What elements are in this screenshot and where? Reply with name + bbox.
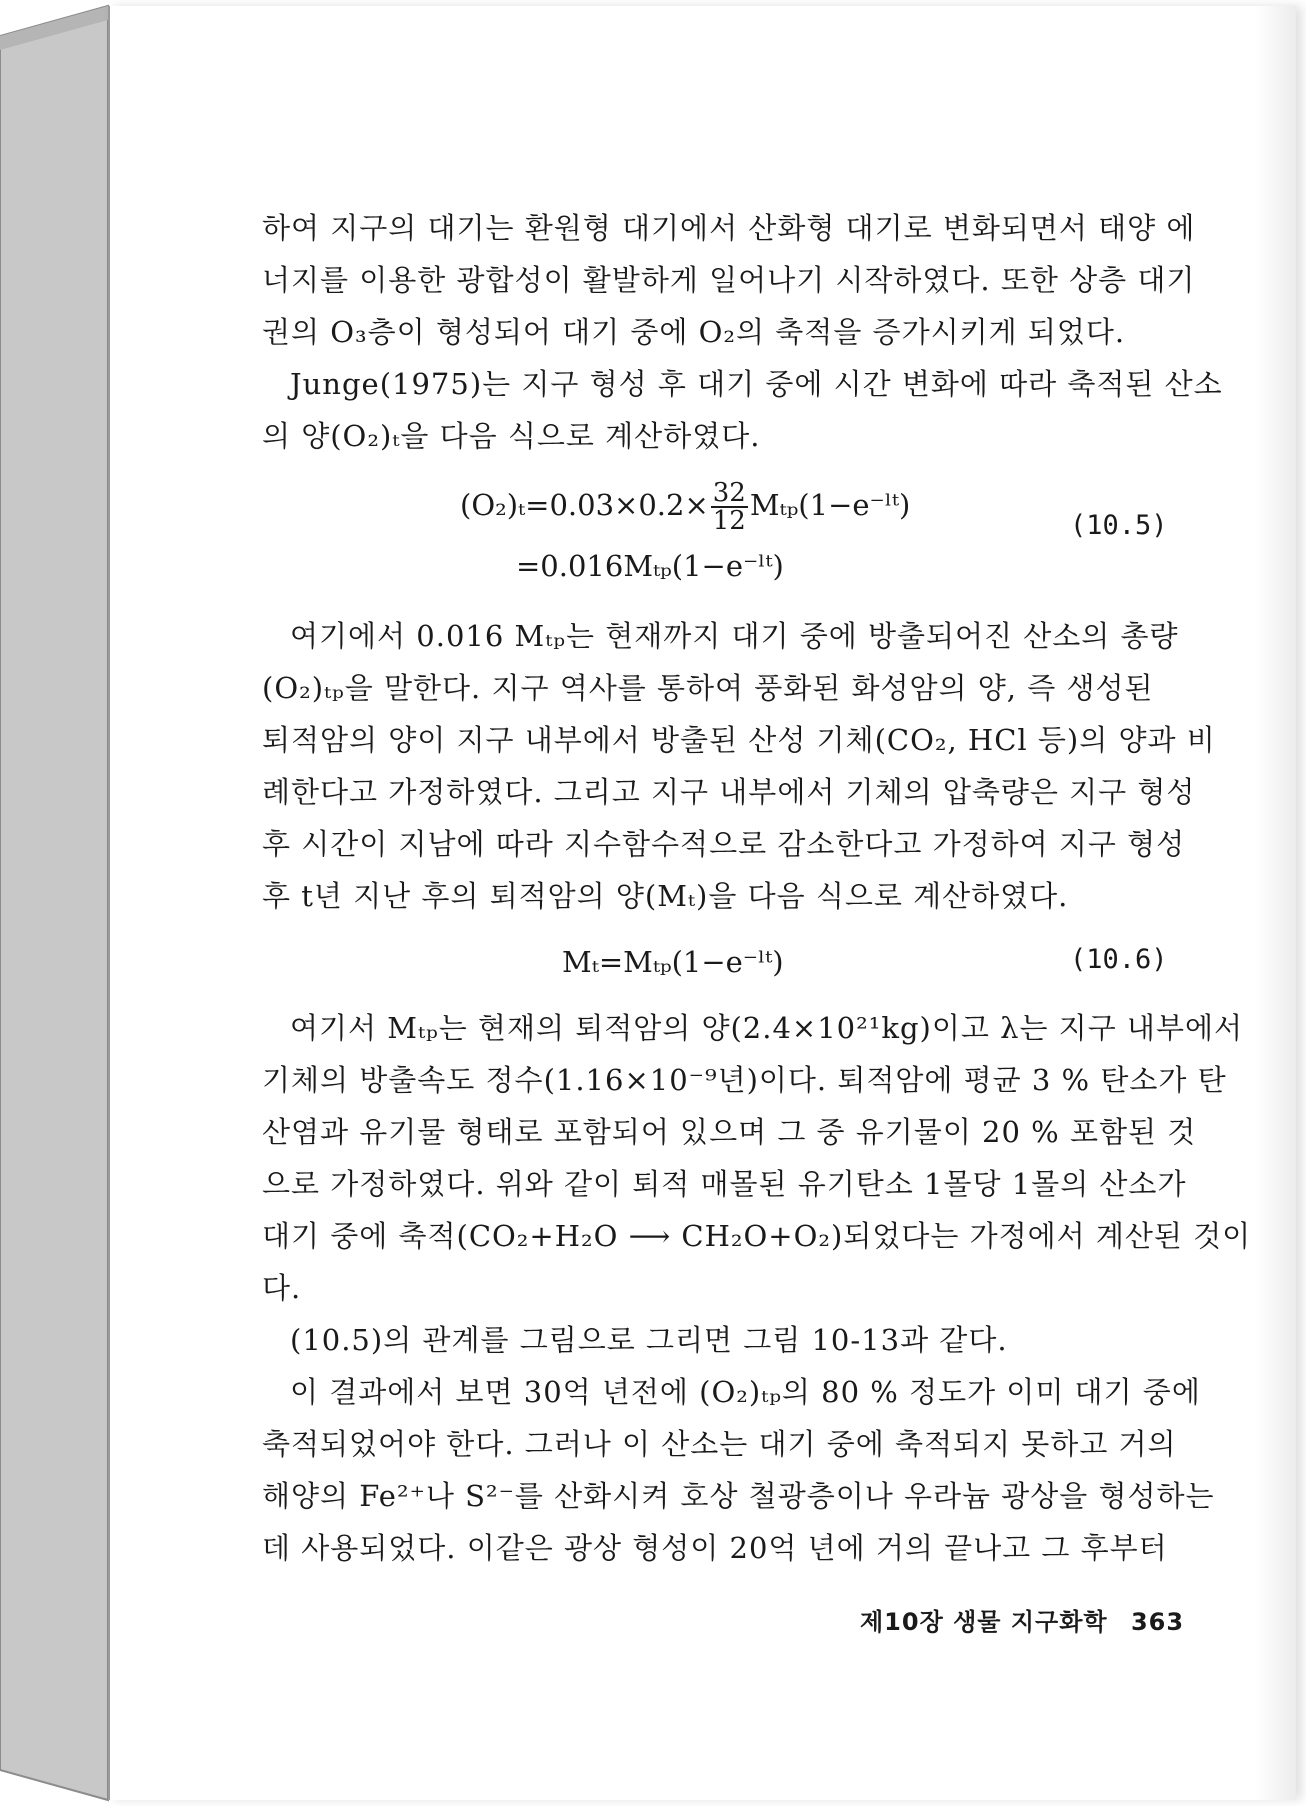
- chapter-title: 제10장 생물 지구화학: [860, 1608, 1108, 1636]
- equation-fraction: [711, 480, 748, 534]
- text-line: 산염과 유기물 형태로 포함되어 있으며 그 중 유기물이 20 % 포함된 것: [262, 1115, 1197, 1149]
- page-edge-shade: [1256, 6, 1296, 1800]
- text-line: 후 시간이 지남에 따라 지수함수적으로 감소한다고 가정하여 지구 형성: [262, 827, 1186, 861]
- fraction-numerator: 32: [712, 478, 746, 508]
- fraction-denominator: 12: [712, 506, 746, 536]
- equation-10-5-lhs: (O₂)ₜ=0.03×0.2×: [460, 488, 709, 522]
- text-line: 다.: [262, 1271, 302, 1305]
- text-line: (10.5)의 관계를 그림으로 그리면 그림 10-13과 같다.: [290, 1323, 1008, 1357]
- page-footer: [860, 1602, 1184, 1637]
- text-line: 후 t년 지난 후의 퇴적암의 양(Mₜ)을 다음 식으로 계산하였다.: [262, 879, 1069, 913]
- text-line: 하여 지구의 대기는 환원형 대기에서 산화형 대기로 변화되면서 태양 에: [262, 211, 1196, 245]
- text-line: (O₂)ₜₚ을 말한다. 지구 역사를 통하여 풍화된 화성암의 양, 즉 생성된: [262, 671, 1154, 705]
- text-line: 해양의 Fe²⁺나 S²⁻를 산화시켜 호상 철광층이나 우라늄 광상을 형성하는: [262, 1479, 1215, 1513]
- text-line: 으로 가정하였다. 위와 같이 퇴적 매몰된 유기탄소 1몰당 1몰의 산소가: [262, 1167, 1187, 1201]
- equation-10-5-line1: [460, 480, 910, 534]
- text-line: 대기 중에 축적(CO₂+H₂O ⟶ CH₂O+O₂)되었다는 가정에서 계산된 것이: [262, 1219, 1252, 1253]
- text-line: 례한다고 가정하였다. 그리고 지구 내부에서 기체의 압축량은 지구 형성: [262, 775, 1196, 809]
- text-line: 권의 O₃층이 형성되어 대기 중에 O₂의 축적을 증가시키게 되었다.: [262, 315, 1126, 349]
- text-line: 기체의 방출속도 정수(1.16×10⁻⁹년)이다. 퇴적암에 평균 3 % 탄소가 탄: [262, 1063, 1227, 1097]
- text-line: 너지를 이용한 광합성이 활발하게 일어나기 시작하였다. 또한 상층 대기: [262, 263, 1196, 297]
- text-line: 여기서 Mₜₚ는 현재의 퇴적암의 양(2.4×10²¹kg)이고 λ는 지구 내부에서: [290, 1011, 1243, 1045]
- text-line: 데 사용되었다. 이같은 광상 형성이 20억 년에 거의 끝나고 그 후부터: [262, 1531, 1168, 1565]
- equation-10-6: Mₜ=Mₜₚ(1−e⁻ˡᵗ): [562, 945, 784, 979]
- equation-number-10-5: (10.5): [1070, 510, 1168, 541]
- text-line: Junge(1975)는 지구 형성 후 대기 중에 시간 변화에 따라 축적된 산소: [290, 367, 1223, 401]
- text-line: 축적되었어야 한다. 그러나 이 산소는 대기 중에 축적되지 못하고 거의: [262, 1427, 1177, 1461]
- page-number: 363: [1130, 1608, 1185, 1636]
- text-line: 퇴적암의 양이 지구 내부에서 방출된 산성 기체(CO₂, HCl 등)의 양과 비: [262, 723, 1216, 757]
- equation-10-5-line2: =0.016Mₜₚ(1−e⁻ˡᵗ): [516, 549, 784, 583]
- equation-number-10-6: (10.6): [1070, 944, 1168, 975]
- text-line: 이 결과에서 보면 30억 년전에 (O₂)ₜₚ의 80 % 정도가 이미 대기 중에: [290, 1375, 1201, 1409]
- equation-10-5-rhs: Mₜₚ(1−e⁻ˡᵗ): [749, 488, 911, 522]
- text-line: 여기에서 0.016 Mₜₚ는 현재까지 대기 중에 방출되어진 산소의 총량: [290, 619, 1179, 653]
- text-line: 의 양(O₂)ₜ을 다음 식으로 계산하였다.: [262, 419, 761, 453]
